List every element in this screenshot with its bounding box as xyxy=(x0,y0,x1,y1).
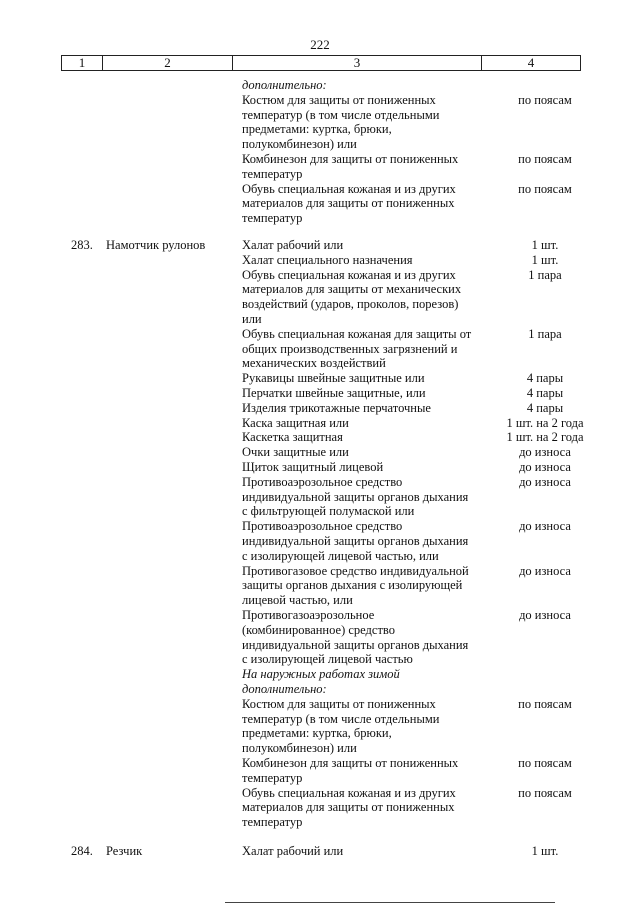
entry-283-item-line: с фильтрующей полумаской или xyxy=(242,504,415,519)
entry-283-norm: 4 пары xyxy=(526,386,564,400)
entry-283-norm: 1 шт. на 2 года xyxy=(506,415,584,430)
entry-283-item-line: дополнительно: xyxy=(242,682,327,696)
entry-283-norm: по поясам xyxy=(518,756,572,770)
entry-284-norm: 1 шт. xyxy=(531,844,559,858)
column-header-2: 2 xyxy=(103,56,233,70)
entry-283-item-line: Халат рабочий или xyxy=(242,238,344,252)
entry-283-item-line: Противогазовое средство индивидуальной xyxy=(242,563,469,578)
entry-283-item-line: полукомбинезон) или xyxy=(242,741,357,756)
continued-entry-item-line: Костюм для защиты от пониженных xyxy=(242,92,436,107)
entry-283-item-line: Противогазоаэрозольное xyxy=(242,608,375,622)
column-header-4: 4 xyxy=(527,55,535,70)
continued-entry-norm: по поясам xyxy=(518,92,572,107)
entry-283-norm: 1 пара xyxy=(528,326,562,341)
continued-entry-item-line: Комбинезон для защиты от пониженных xyxy=(242,152,459,166)
entry-283-item-line: Очки защитные или xyxy=(242,445,349,460)
entry-283-item-line: механических воздействий xyxy=(242,356,386,371)
entry-283-norm: до износа xyxy=(519,563,571,578)
bottom-rule xyxy=(225,902,555,903)
column-header-3: 3 xyxy=(233,56,482,70)
entry-283-item-line: воздействий (ударов, проколов, порезов) xyxy=(242,297,459,312)
entry-283-item-line: Противоаэрозольное средство xyxy=(242,474,403,489)
continued-entry-item-line: температур xyxy=(242,166,303,181)
entry-283-item-line: предметами: куртка, брюки, xyxy=(242,726,392,741)
entry-283-item-line: с изолирующей лицевой частью xyxy=(242,652,413,667)
entry-283-item-line: Противоаэрозольное средство xyxy=(242,519,403,534)
entry-283-item-line: Обувь специальная кожаная и из других xyxy=(242,785,456,800)
entry-284-number: 284. xyxy=(71,844,93,858)
continued-entry-norm: по поясам xyxy=(518,152,572,166)
continued-entry-item-line: температур (в том числе отдельными xyxy=(242,107,440,122)
entry-283-item-line: температур xyxy=(242,770,303,785)
continued-entry-item-line: Обувь специальная кожаная и из других xyxy=(242,181,456,196)
page-number: 222 xyxy=(310,37,330,52)
entry-283-item-line: индивидуальной защиты органов дыхания xyxy=(242,489,469,504)
entry-283-norm: 4 пары xyxy=(526,371,564,386)
entry-283-item-line: Изделия трикотажные перчаточные xyxy=(242,400,431,415)
entry-283-item-line: Каскетка защитная xyxy=(242,430,343,445)
continued-entry-item-line: предметами: куртка, брюки, xyxy=(242,122,392,137)
entry-283-item-line: Перчатки швейные защитные, или xyxy=(242,386,426,400)
entry-283-norm: по поясам xyxy=(518,785,572,800)
entry-283-item-line: Халат специального назначения xyxy=(242,252,413,267)
entry-283-item-line: защиты органов дыхания с изолирующей xyxy=(242,578,463,593)
entry-283-norm: 1 шт. xyxy=(531,252,559,267)
entry-283-profession: Намотчик рулонов xyxy=(106,238,206,252)
entry-283-item-line: температур xyxy=(242,815,303,830)
entry-283-item-line: или xyxy=(242,312,262,326)
entry-283-item-line: лицевой частью, или xyxy=(242,593,353,608)
entry-283-item-line: Комбинезон для защиты от пониженных xyxy=(242,756,459,770)
entry-283-norm: 1 пара xyxy=(528,267,562,282)
entry-284-item-line: Халат рабочий или xyxy=(242,844,344,858)
entry-283-item-line: материалов для защиты от пониженных xyxy=(242,800,455,815)
entry-283-number: 283. xyxy=(71,238,93,252)
entry-283-item-line: Щиток защитный лицевой xyxy=(242,460,384,474)
entry-283-norm: до износа xyxy=(519,445,571,460)
entry-283-item-line: общих производственных загрязнений и xyxy=(242,341,458,356)
continued-entry-item-line: температур xyxy=(242,211,303,226)
continued-entry-item-line: полукомбинезон) или xyxy=(242,137,357,152)
entry-283-norm: до износа xyxy=(519,460,571,474)
continued-entry-item-line: дополнительно: xyxy=(242,78,327,92)
entry-283-item-line: индивидуальной защиты органов дыхания xyxy=(242,637,469,652)
entry-283-norm: до износа xyxy=(519,608,571,622)
column-header-1: 1 xyxy=(62,56,103,70)
entry-283-norm: по поясам xyxy=(518,696,572,711)
entry-284-profession: Резчик xyxy=(106,844,143,858)
entry-283-item-line: На наружных работах зимой xyxy=(242,667,400,682)
entry-283-item-line: Обувь специальная кожаная и из других xyxy=(242,267,456,282)
entry-283-item-line: Рукавицы швейные защитные или xyxy=(242,371,425,386)
entry-283-item-line: Каска защитная или xyxy=(242,415,349,430)
entry-283-item-line: температур (в том числе отдельными xyxy=(242,711,440,726)
entry-283-item-line: Обувь специальная кожаная для защиты от xyxy=(242,326,472,341)
continued-entry-item-line: материалов для защиты от пониженных xyxy=(242,196,455,211)
column-header-row xyxy=(61,55,581,71)
entry-283-item-line: (комбинированное) средство xyxy=(242,622,395,637)
entry-283-norm: 1 шт. xyxy=(531,238,559,252)
entry-283-item-line: Костюм для защиты от пониженных xyxy=(242,696,436,711)
continued-entry-norm: по поясам xyxy=(518,181,572,196)
entry-283-norm: до износа xyxy=(519,519,571,534)
entry-283-item-line: с изолирующей лицевой частью, или xyxy=(242,548,439,563)
entry-283-norm: до износа xyxy=(519,474,571,489)
entry-283-item-line: материалов для защиты от механических xyxy=(242,282,462,297)
entry-283-norm: 1 шт. на 2 года xyxy=(506,430,584,445)
entry-283-norm: 4 пары xyxy=(526,400,564,415)
entry-283-item-line: индивидуальной защиты органов дыхания xyxy=(242,534,469,548)
